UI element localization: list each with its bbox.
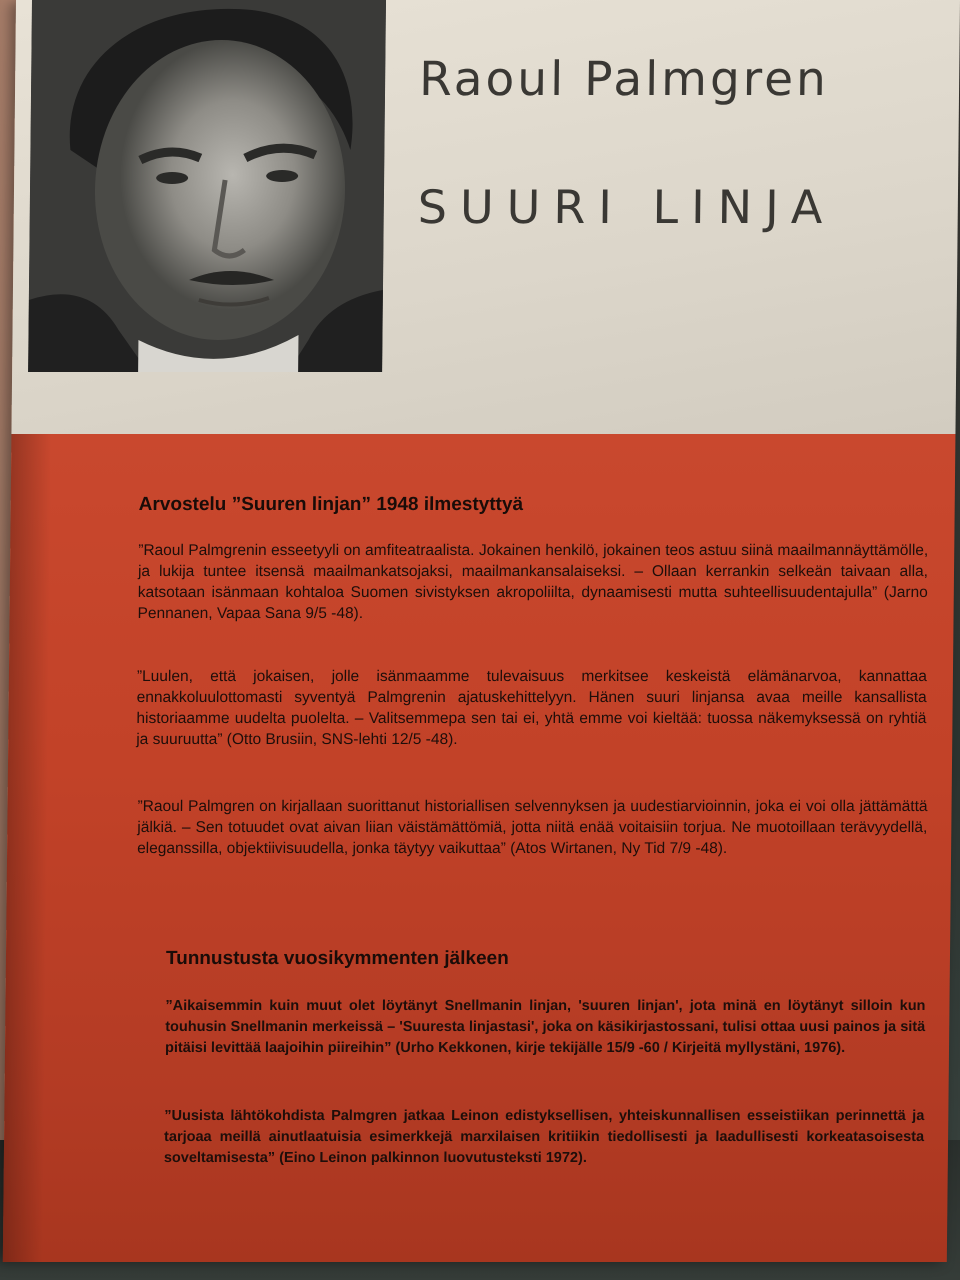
portrait-icon [28,0,386,372]
section-heading-reviews-1948: Arvostelu ”Suuren linjan” 1948 ilmestyttyä [138,494,524,515]
review-quote: ”Raoul Palmgrenin esseetyyli on amfiteatraalista. Jokainen henkilö, jokainen teos astuu siinä maailmannäyttämölle, ja lukija tuntee itsensä maailmankatsojaksi, maailmankansalaiseksi. – Ollaan kerrankin selkeän taivaan alla, katsotaan isänmaan kohtaloa Suomen sivistyksen akropoliilta, dynaamisesti mutta suhteellisuudentajulla” (Jarno Pennanen, Vapaa Sana 9/5 -48). [137,542,929,622]
section-heading-recognition: Tunnustusta vuosikymmenten jälkeen [165,948,509,969]
book-back-cover [3,0,960,1262]
book-title: SUURI LINJA [417,180,836,234]
recognition-quote: ”Aikaisemmin kuin muut olet löytänyt Snellmanin linjan, 'suuren linjan', jota minä en löytänyt silloin kun touhusin Snellmanin merkeissä – 'Suuresta linjastasi', joka on käsikirjastossani, tulisi ottaa uusi painos ja sitä pitäisi levittää laajoihin piireihin” (Urho Kekkonen, kirje tekijälle 15/9 -60 / Kirjeitä myllystäni, 1976). [164,998,926,1056]
author-name: Raoul Palmgren [418,52,830,107]
recognition-quote: ”Uusista lähtökohdista Palmgren jatkaa Leinon edistyksellisen, yhteiskunnallisen esseistiikan perinnettä ja tarjoaa meillä ainutlaatuisia esimerkkejä marxilaisen kritiikin tiedollisesti ja laadullisesti korkeatasoisesta soveltamisesta” (Eino Leinon palkinnon luovutusteksti 1972). [163,1108,925,1166]
author-portrait-photo [28,0,386,372]
review-quote: ”Raoul Palmgren on kirjallaan suorittanut historiallisen selvennyksen ja uudestiarvioinnin, joka ei voi olla jättämättä jälkiä. – Sen totuudet ovat aivan liian väistämättömiä, jotta niitä enää voitaisiin torjua. Ne muotoillaan terävyydellä, eleganssilla, objektiivisuudella, jonka täytyy vaikuttaa” (Atos Wirtanen, Ny Tid 7/9 -48). [137,798,928,857]
review-quote: ”Luulen, että jokaisen, jolle isänmaamme tulevaisuus merkitsee keskeistä elämänarvoa, kannattaa ennakkoluulottomasti syventyä Palmgrenin ajatuskehittelyyn. Hänen suuri linjansa avaa meille kansallista historiaamme uudelta puolelta. – Valitsemmepa sen tai ei, yhtä emme voi kieltää: tuossa näkemyksessä on ryhtiä ja suuruutta” (Otto Brusiin, SNS-lehti 12/5 -48). [136,668,928,748]
